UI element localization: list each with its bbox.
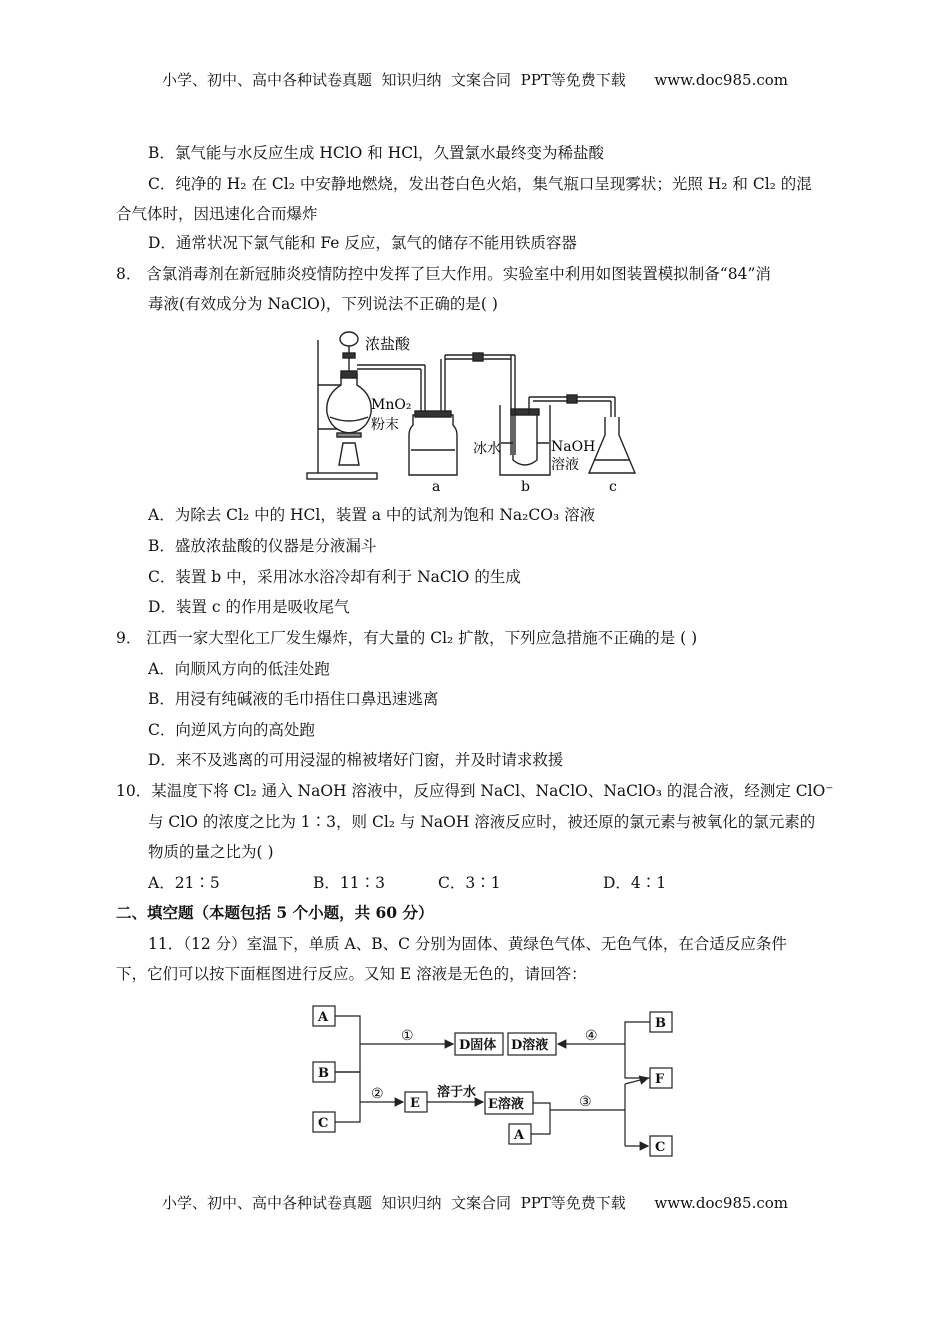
q10-stem-line1: 10．某温度下将 Cl₂ 通入 NaOH 溶液中，反应得到 NaCl、NaClO、NaClO₃ 的混合液，经测定 ClO⁻	[116, 782, 834, 800]
q11-stem-line1: 11．（12 分）室温下，单质 A、B、C 分别为固体、黄绿色气体、无色气体，在合适反应条件	[148, 935, 787, 953]
q7-option-c-line1: C．纯净的 H₂ 在 Cl₂ 中安静地燃烧，发出苍白色火焰，集气瓶口呈现雾状；光照 H₂ 和 Cl₂ 的混	[148, 175, 812, 193]
q10-option-d: D．4∶1	[603, 874, 667, 892]
q8-option-b: B．盛放浓盐酸的仪器是分液漏斗	[148, 537, 377, 555]
label-ice-water: 冰水	[473, 441, 501, 457]
q10-stem-line2: 与 ClO 的浓度之比为 1∶3，则 Cl₂ 与 NaOH 溶液反应时，被还原的氯元素与被氧化的氯元素的	[148, 813, 816, 831]
q7-option-d: D．通常状况下氯气能和 Fe 反应，氯气的储存不能用铁质容器	[148, 234, 577, 252]
q11-reaction-diagram	[305, 1000, 685, 1165]
diagram-step-2: ②	[371, 1086, 384, 1102]
diagram-box-c1: C	[318, 1116, 329, 1131]
q8-stem-line2: 毒液(有效成分为 NaClO)，下列说法不正确的是( )	[148, 295, 498, 313]
section-2-heading: 二、填空题（本题包括 5 个小题，共 60 分）	[116, 903, 434, 922]
diagram-box-c2: C	[655, 1140, 666, 1155]
q10-option-c: C．3∶1	[438, 874, 501, 892]
label-conc-hcl: 浓盐酸	[365, 335, 411, 353]
q9-option-a: A．向顺风方向的低洼处跑	[148, 660, 330, 678]
label-powder: 粉末	[371, 417, 399, 433]
q9-stem: 9． 江西一家大型化工厂发生爆炸，有大量的 Cl₂ 扩散，下列应急措施不正确的是 ( )	[116, 629, 698, 647]
label-mno2: MnO₂	[371, 397, 412, 413]
q10-option-b: B．11∶3	[313, 874, 385, 892]
diagram-step-1: ①	[401, 1028, 414, 1044]
q11-stem-line2: 下，它们可以按下面框图进行反应。又知 E 溶液是无色的，请回答：	[116, 965, 587, 983]
label-solution: 溶液	[551, 457, 579, 473]
diagram-box-e: E	[410, 1096, 420, 1111]
label-naoh: NaOH	[551, 439, 596, 455]
diagram-box-d-solution: D溶液	[511, 1038, 549, 1053]
diagram-step-4: ④	[585, 1028, 598, 1044]
q10-option-a: A．21∶5	[148, 874, 220, 892]
q9-option-b: B．用浸有纯碱液的毛巾捂住口鼻迅速逃离	[148, 690, 439, 708]
q9-option-c: C．向逆风方向的高处跑	[148, 721, 315, 739]
diagram-box-d-solid: D固体	[459, 1038, 497, 1053]
q8-apparatus-figure	[305, 325, 650, 495]
diagram-box-a2: A	[514, 1128, 525, 1143]
diagram-step-3: ③	[579, 1094, 592, 1110]
diagram-box-b2: B	[655, 1016, 666, 1031]
diagram-box-e-solution: E溶液	[488, 1097, 524, 1112]
label-c: c	[609, 479, 617, 495]
q7-option-b: B．氯气能与水反应生成 HClO 和 HCl，久置氯水最终变为稀盐酸	[148, 144, 605, 162]
diagram-box-f: F	[655, 1072, 665, 1087]
q8-option-c: C．装置 b 中，采用冰水浴冷却有利于 NaClO 的生成	[148, 568, 521, 586]
label-b: b	[521, 479, 530, 495]
label-a: a	[432, 479, 441, 495]
q7-option-c-line2: 合气体时，因迅速化合而爆炸	[116, 205, 318, 223]
diagram-box-a1: A	[318, 1010, 329, 1025]
q9-option-d: D．来不及逃离的可用浸湿的棉被堵好门窗，并及时请求救援	[148, 751, 564, 769]
q10-stem-line3: 物质的量之比为( )	[148, 843, 274, 861]
q8-stem-line1: 8． 含氯消毒剂在新冠肺炎疫情防控中发挥了巨大作用。实验室中利用如图装置模拟制备“84”消	[116, 265, 771, 283]
q8-option-a: A．为除去 Cl₂ 中的 HCl，装置 a 中的试剂为饱和 Na₂CO₃ 溶液	[148, 506, 596, 524]
diagram-box-b1: B	[318, 1066, 329, 1081]
diagram-dissolve-label: 溶于水	[437, 1085, 477, 1100]
page-footer: 小学、初中、高中各种试卷真题 知识归纳 文案合同 PPT等免费下载 www.doc985.com	[161, 1194, 788, 1212]
q8-option-d: D．装置 c 的作用是吸收尾气	[148, 598, 350, 616]
page-header: 小学、初中、高中各种试卷真题 知识归纳 文案合同 PPT等免费下载 www.doc985.com	[161, 71, 788, 89]
